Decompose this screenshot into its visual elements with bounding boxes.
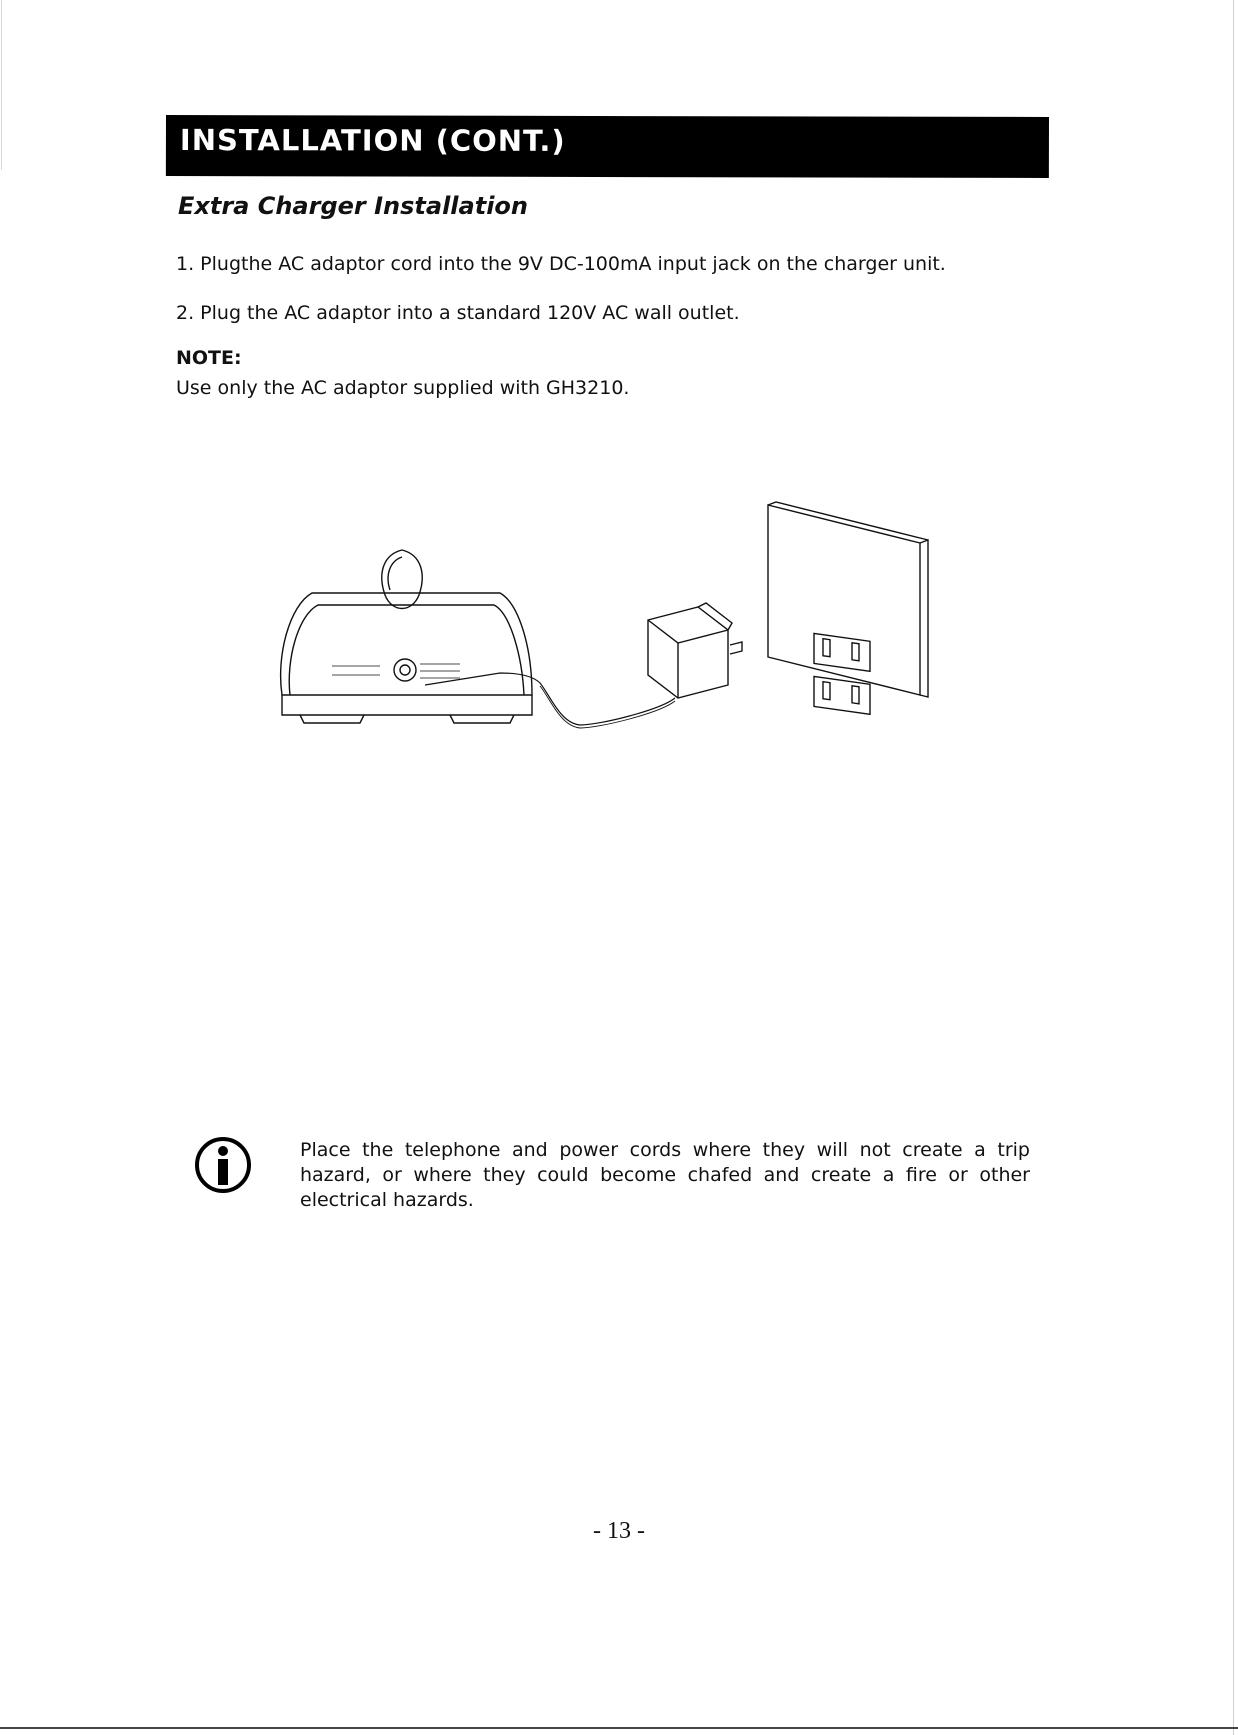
wall-plate [768, 505, 920, 695]
charger-adaptor-outlet-illustration [270, 495, 930, 765]
note-text: Use only the AC adaptor supplied with GH3210. [176, 377, 630, 399]
ac-adaptor [648, 607, 728, 698]
page-title: INSTALLATION (CONT.) [179, 123, 566, 158]
step-2: 2. Plug the AC adaptor into a standard 120V AC wall outlet. [176, 302, 740, 324]
page-edge-right [1233, 0, 1234, 1735]
page-edge-left [1, 0, 2, 170]
info-note-text: Place the telephone and power cords where they will not create a trip hazard, or where they could become chafed and create a fire or other electrical hazards. [300, 1139, 1030, 1211]
info-icon [193, 1135, 253, 1195]
power-cord [425, 673, 675, 725]
page-number: - 13 - [593, 1518, 645, 1544]
page-bottom-rule [0, 1727, 1238, 1729]
wall-plate-edge [920, 540, 928, 697]
input-jack [394, 659, 416, 681]
section-header-bar [166, 115, 1049, 178]
note-label: NOTE: [176, 347, 242, 369]
step-1: 1. Plugthe AC adaptor cord into the 9V DC-100mA input jack on the charger unit. [176, 253, 946, 275]
section-title: Extra Charger Installation [178, 192, 529, 220]
